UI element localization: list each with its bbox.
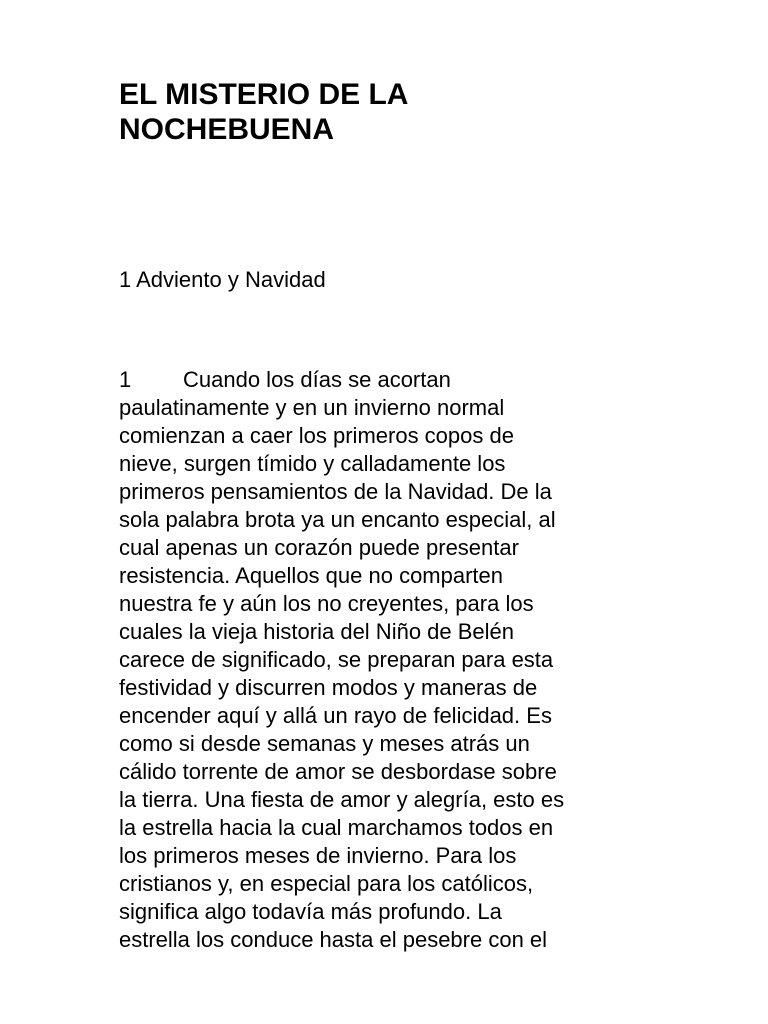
paragraph-line (119, 366, 679, 394)
body-paragraph (119, 366, 679, 954)
paragraph-line: nuestra fe y aún los no creyentes, para los (119, 591, 534, 616)
paragraph-line: encender aquí y allá un rayo de felicidad. Es (119, 703, 552, 728)
paragraph-line: carece de significado, se preparan para esta (119, 647, 554, 672)
paragraph-line: cálido torrente de amor se desbordase sobre (119, 759, 557, 784)
paragraph-line: la estrella hacia la cual marchamos todos en (119, 815, 554, 840)
paragraph-line: comienzan a caer los primeros copos de (119, 423, 514, 448)
paragraph-line: festividad y discurren modos y maneras de (119, 675, 538, 700)
document-title: EL MISTERIO DE LA NOCHEBUENA (119, 78, 409, 146)
paragraph-line: paulatinamente y en un invierno normal (119, 395, 505, 420)
paragraph-line: cual apenas un corazón puede presentar (119, 535, 519, 560)
paragraph-line: la tierra. Una fiesta de amor y alegría, esto es (119, 787, 565, 812)
paragraph-line: como si desde semanas y meses atrás un (119, 731, 530, 756)
paragraph-line: sola palabra brota ya un encanto especial, al (119, 507, 556, 532)
paragraph-line: resistencia. Aquellos que no comparten (119, 563, 504, 588)
paragraph-line: cuales la vieja historia del Niño de Belén (119, 619, 515, 644)
paragraph-line: cristianos y, en especial para los católicos, (119, 871, 534, 896)
chapter-heading: 1 Adviento y Navidad (119, 267, 326, 292)
paragraph-number: 1 (119, 367, 132, 392)
paragraph-line: los primeros meses de invierno. Para los (119, 843, 517, 868)
paragraph-line: estrella los conduce hasta el pesebre con el (119, 927, 548, 952)
paragraph-line: primeros pensamientos de la Navidad. De la (119, 479, 552, 504)
paragraph-line-text: Cuando los días se acortan (183, 367, 451, 392)
paragraph-line: nieve, surgen tímido y calladamente los (119, 451, 506, 476)
paragraph-line: significa algo todavía más profundo. La (119, 899, 502, 924)
